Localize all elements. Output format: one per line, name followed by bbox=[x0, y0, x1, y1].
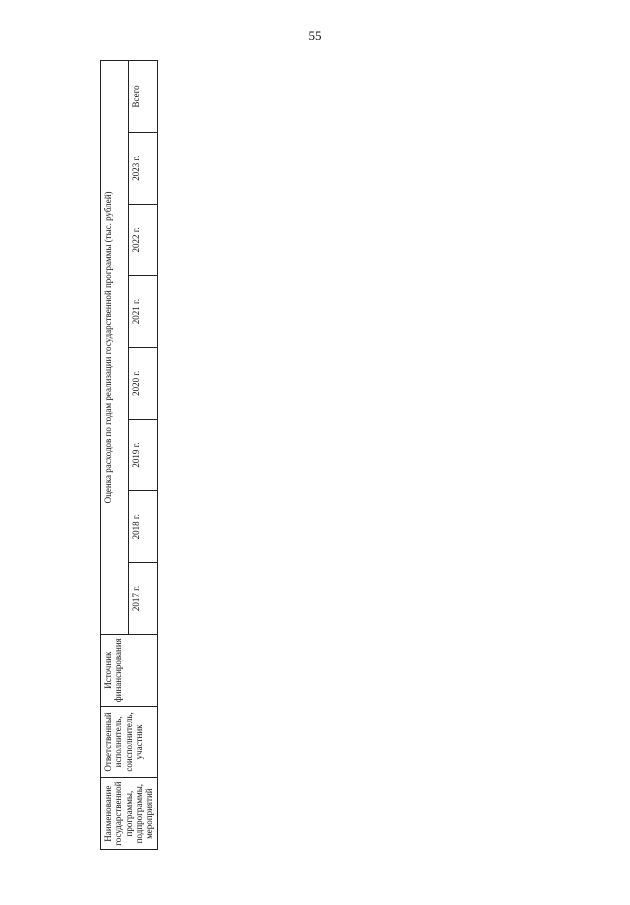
header-year: 2017 г. bbox=[129, 563, 157, 635]
header-year: 2019 г. bbox=[129, 419, 157, 491]
rotated-table bbox=[100, 60, 600, 850]
header-source: Источник финансирования bbox=[101, 634, 158, 706]
header-name: Наименование государственной программы, подпрограммы, мероприятий bbox=[101, 778, 158, 850]
budget-table bbox=[100, 60, 626, 850]
page-number: 55 bbox=[308, 28, 322, 43]
rotated-table-wrap bbox=[100, 60, 600, 850]
header-year: 2020 г. bbox=[129, 347, 157, 419]
header-year: 2018 г. bbox=[129, 491, 157, 563]
header-executor: Ответственный исполнитель, соисполнитель, участник bbox=[101, 706, 158, 778]
header-group: Оценка расходов по годам реализации государственной программы (тыс. рублей) bbox=[101, 61, 129, 635]
header-year: 2022 г. bbox=[129, 204, 157, 276]
header-total: Всего bbox=[129, 61, 157, 133]
header-year: 2023 г. bbox=[129, 132, 157, 204]
header-year: 2021 г. bbox=[129, 276, 157, 348]
table-body bbox=[157, 61, 625, 850]
